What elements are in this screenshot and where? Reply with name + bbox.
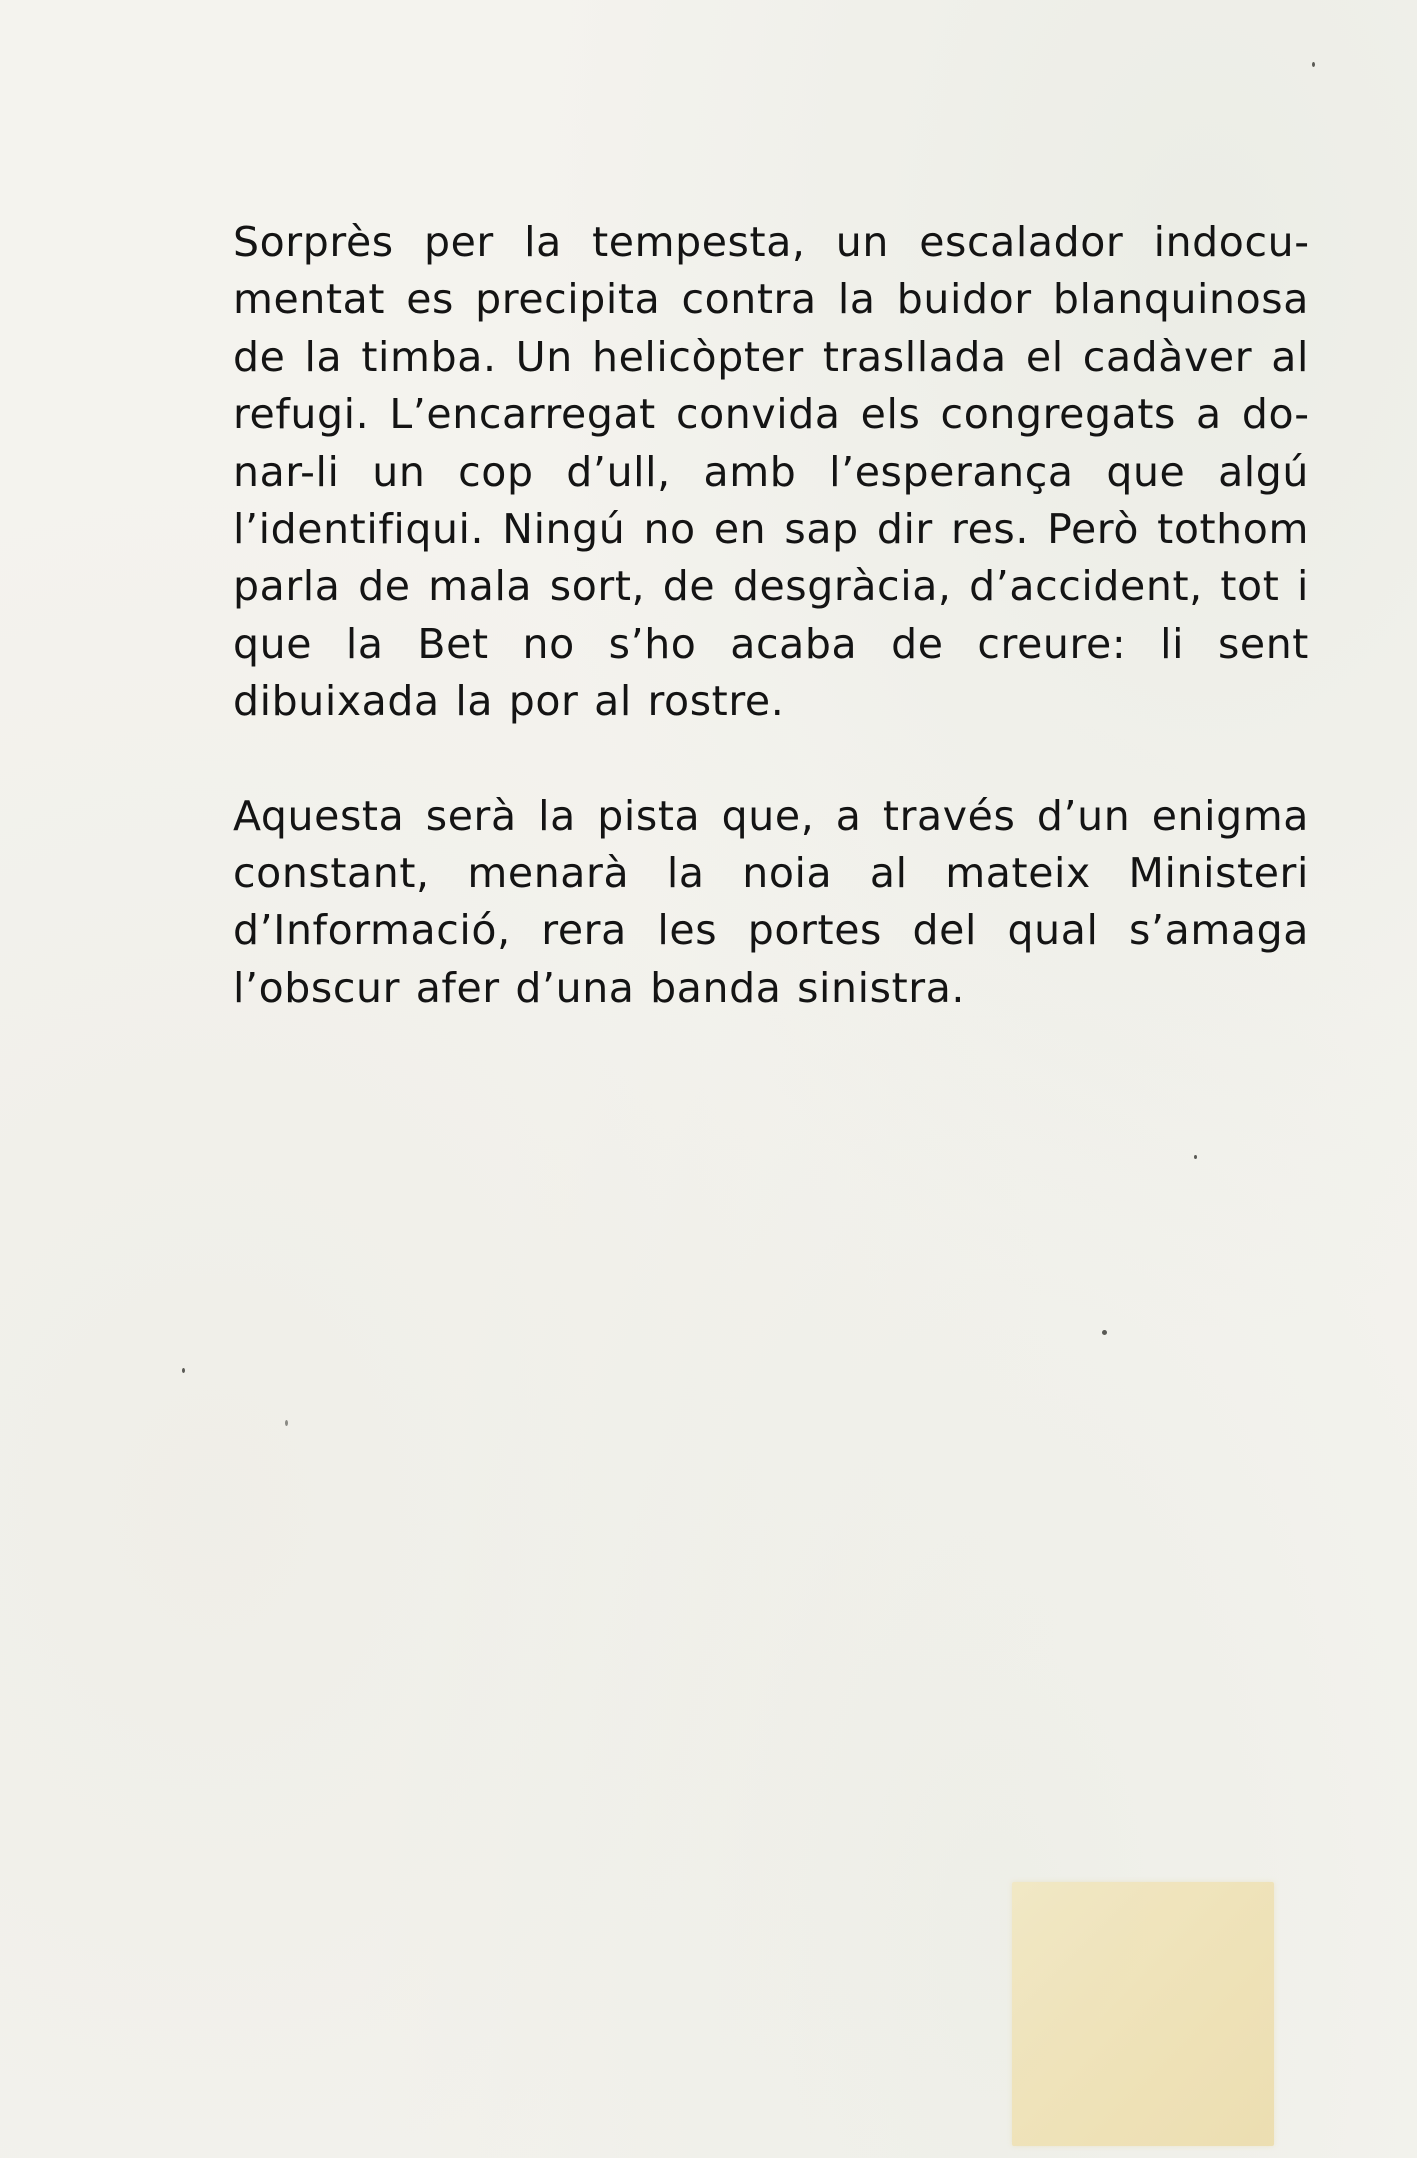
paper-speck (1102, 1330, 1107, 1335)
blurb-paragraph-2: Aquesta serà la pista que, a través d’un enigma constant, menarà la noia al mateix Ministeri d’Informació, rera les portes del qual s’amaga l’obscur afer d’una banda sinistra. (233, 791, 1309, 1012)
paper-speck (1312, 62, 1315, 67)
paper-speck (285, 1420, 288, 1426)
tape-stain (1012, 1882, 1274, 2146)
blurb-text (233, 214, 1309, 1017)
paper-speck (182, 1368, 185, 1373)
blurb-paragraph-1: Sorprès per la tempesta, un escalador indocumentat es precipita contra la buidor blanquinosa de la timba. Un helicòpter trasllada el cadàver al refugi. L’encarregat convida els congregats a donar-li un cop d’ull, amb l’esperança que algú l’identifiqui. Ningú no en sap dir res. Però tothom parla de mala sort, de desgràcia, d’accident, tot i que la Bet no s’ho acaba de creure: li sent dibuixada la por al rostre. (233, 218, 1309, 726)
paper-speck (1194, 1155, 1197, 1159)
